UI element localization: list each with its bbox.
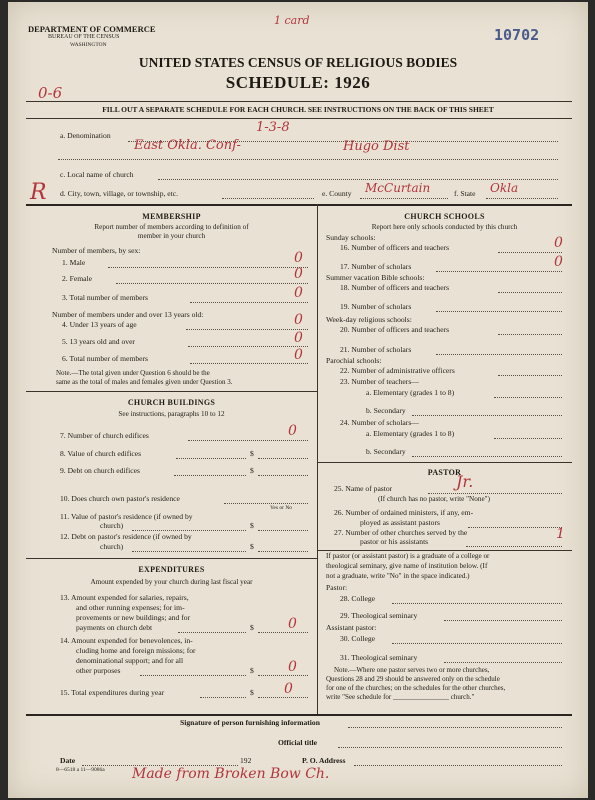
assistant-ministers-label: 26. Number of ordained ministers, if any, em- [334,508,474,517]
benevolences-label-4: other purposes [76,666,121,675]
scholars-elementary-label: a. Elementary (grades 1 to 8) [366,429,455,438]
schedule-year-title: SCHEDULE: 1926 [225,73,371,92]
assistant-education-label: Assistant pastor: [326,623,377,632]
other-churches-label-2: pastor or his assistants [360,537,429,546]
po-address-label: P. O. Address [302,756,346,765]
running-expenses-value: 0 [288,616,297,632]
membership-note-2: same as the total of males and females given under Question 3. [56,378,233,386]
pastor-education-label: Pastor: [326,583,348,592]
edifices-value-dollar: $ [250,449,254,458]
residence-value-dollar: $ [250,521,254,530]
date-label: Date [60,756,76,765]
denomination-label: a. Denomination [60,131,111,140]
teachers-elementary-label: a. Elementary (grades 1 to 8) [366,388,455,397]
other-churches-value: 1 [556,526,565,542]
other-churches-label: 27. Number of other churches served by the [334,528,468,537]
assistant-ministers-label-2: ployed as assistant pastors [360,518,440,527]
total-expenditures-label: 15. Total expenditures during year [60,688,165,697]
official-title-label: Official title [278,738,318,747]
yes-no-hint: Yes or No [270,505,293,511]
benevolences-label-2: cluding home and foreign missions; for [76,646,196,655]
pastor-note-4: write "See schedule for ________________ church." [326,693,475,701]
pastor-seminary-label: 29. Theological seminary [340,611,418,620]
residence-debt-label-2: church) [100,542,124,551]
running-expenses-label-3: provements or new buildings; and for [76,613,191,622]
sunday-schools-label: Sunday schools: [326,233,376,242]
residence-value-label: 11. Value of pastor's residence (if owned by [60,512,193,521]
membership-intro-2: member in your church [137,232,206,240]
male-label: 1. Male [62,258,86,267]
summer-scholars-label: 19. Number of scholars [340,302,412,311]
handwritten-state: Okla [490,181,519,195]
city-name: WASHINGTON [70,42,107,48]
city-label: d. City, town, village, or township, etc. [60,189,179,198]
total-members-label: 3. Total number of members [62,293,149,302]
residence-debt-label: 12. Debt on pastor's residence (if owned by [60,532,192,541]
expenditures-title: EXPENDITURES [138,565,205,574]
residence-debt-dollar: $ [250,542,254,551]
under-13-label: 4. Under 13 years of age [62,320,137,329]
graduate-instruction-2: theological seminary, give name of institution below. (If [326,562,488,570]
handwritten-footer-note: Made from Broken Bow Ch. [132,766,330,782]
graduate-instruction-1: If pastor (or assistant pastor) is a graduate of a college or [326,552,490,560]
sunday-scholars-label: 17. Number of scholars [340,262,412,271]
residence-value-label-2: church) [100,521,124,530]
running-expenses-label-2: and other running expenses; for im- [76,603,185,612]
buildings-title: CHURCH BUILDINGS [127,398,216,407]
parochial-scholars-label: 24. Number of scholars— [340,418,419,427]
pastor-name-value: Jr. [456,472,474,491]
pastor-college-label: 28. College [340,594,376,603]
buildings-intro: See instructions, paragraphs 10 to 12 [118,410,225,418]
sunday-officers-value: 0 [554,235,563,251]
edifices-count-value: 0 [288,423,297,439]
parochial-teachers-label: 23. Number of teachers— [340,377,419,386]
schools-title: CHURCH SCHOOLS [404,212,485,221]
form-title: UNITED STATES CENSUS OF RELIGIOUS BODIES [138,55,458,70]
membership-intro-1: Report number of members according to definition of [94,223,249,231]
members-by-sex-label: Number of members, by sex: [52,246,141,255]
female-label: 2. Female [62,274,92,283]
female-value: 0 [294,266,303,282]
handwritten-code: 0-6 [38,84,63,102]
running-expenses-dollar: $ [250,623,254,632]
assistant-college-label: 30. College [340,634,376,643]
benevolences-label: 14. Amount expended for benevolences, in- [60,636,193,645]
weekday-schools-label: Week-day religious schools: [326,315,412,324]
parochial-officers-label: 22. Number of administrative officers [340,366,455,375]
scholars-secondary-label: b. Secondary [366,447,406,456]
parochial-schools-label: Parochial schools: [326,356,382,365]
running-expenses-label-4: payments on church debt [76,623,153,632]
sunday-officers-label: 16. Number of officers and teachers [340,243,450,252]
total-members-age-label: 6. Total number of members [62,354,149,363]
handwritten-denomination-code: 1-3-8 [256,120,290,135]
benevolences-value: 0 [288,659,297,675]
pastor-note-1: Note.—Where one pastor serves two or more churches, [334,666,490,674]
census-schedule-page [8,2,588,798]
running-expenses-label: 13. Amount expended for salaries, repairs, [60,593,189,602]
pastor-name-label: 25. Name of pastor [334,484,393,493]
membership-note-1: Note.—The total given under Question 6 should be the [56,369,210,377]
pastor-note-2: Questions 28 and 29 should be answered only on the schedule [326,675,500,683]
assistant-seminary-label: 31. Theological seminary [340,653,418,662]
summer-schools-label: Summer vacation Bible schools: [326,273,425,282]
form-instruction: FILL OUT A SEPARATE SCHEDULE FOR EACH CHURCH. SEE INSTRUCTIONS ON THE BACK OF THIS SHEET [102,105,494,114]
weekday-scholars-label: 21. Number of scholars [340,345,412,354]
edifices-debt-label: 9. Debt on church edifices [60,466,140,475]
expenditures-intro: Amount expended by your church during last fiscal year [90,578,253,586]
total-expenditures-value: 0 [284,681,293,697]
handwritten-county: McCurtain [365,181,431,195]
summer-officers-label: 18. Number of officers and teachers [340,283,450,292]
graduate-instruction-3: not a graduate, write "No" in the space indicated.) [326,572,470,580]
schools-intro: Report here only schools conducted by this church [371,223,518,231]
male-value: 0 [294,250,303,266]
age-intro-label: Number of members under and over 13 years old: [52,310,204,319]
handwritten-denomination: East Okla. Conf- [134,138,241,153]
signature-label: Signature of person furnishing information [180,718,320,727]
total-members-value: 0 [294,285,303,301]
under-13-value: 0 [294,312,303,328]
pastor-name-note: (If church has no pastor, write "None") [378,495,490,503]
handwritten-district: Hugo Dist [343,139,410,154]
year-label: 192 [240,756,252,765]
pastor-note-3: for one of the churches; on the schedules for the other churches, [326,684,506,692]
pastor-title: PASTOR [427,468,462,477]
column-divider [317,204,318,714]
owns-residence-label: 10. Does church own pastor's residence [60,494,180,503]
edifices-count-label: 7. Number of church edifices [60,431,149,440]
county-label: e. County [322,189,352,198]
over-13-value: 0 [294,330,303,346]
total-expenditures-dollar: $ [250,688,254,697]
weekday-officers-label: 20. Number of officers and teachers [340,325,450,334]
handwritten-card-note: 1 card [274,14,310,27]
handwritten-r-mark: R [30,180,47,205]
edifices-value-label: 8. Value of church edifices [60,449,142,458]
state-label: f. State [454,189,476,198]
local-name-label: c. Local name of church [60,170,134,179]
total-members-age-value: 0 [294,347,303,363]
serial-number-stamp: 10702 [494,26,540,44]
bureau-name: BUREAU OF THE CENSUS [48,34,120,40]
department-name: DEPARTMENT OF COMMERCE [28,24,156,34]
form-number: 8—6518 a 11—9086a [56,767,105,773]
benevolences-dollar: $ [250,666,254,675]
membership-title: MEMBERSHIP [142,212,201,221]
sunday-scholars-value: 0 [554,254,563,270]
teachers-secondary-label: b. Secondary [366,406,406,415]
over-13-label: 5. 13 years old and over [62,337,135,346]
edifices-debt-dollar: $ [250,466,254,475]
benevolences-label-3: denominational support; and for all [76,656,184,665]
